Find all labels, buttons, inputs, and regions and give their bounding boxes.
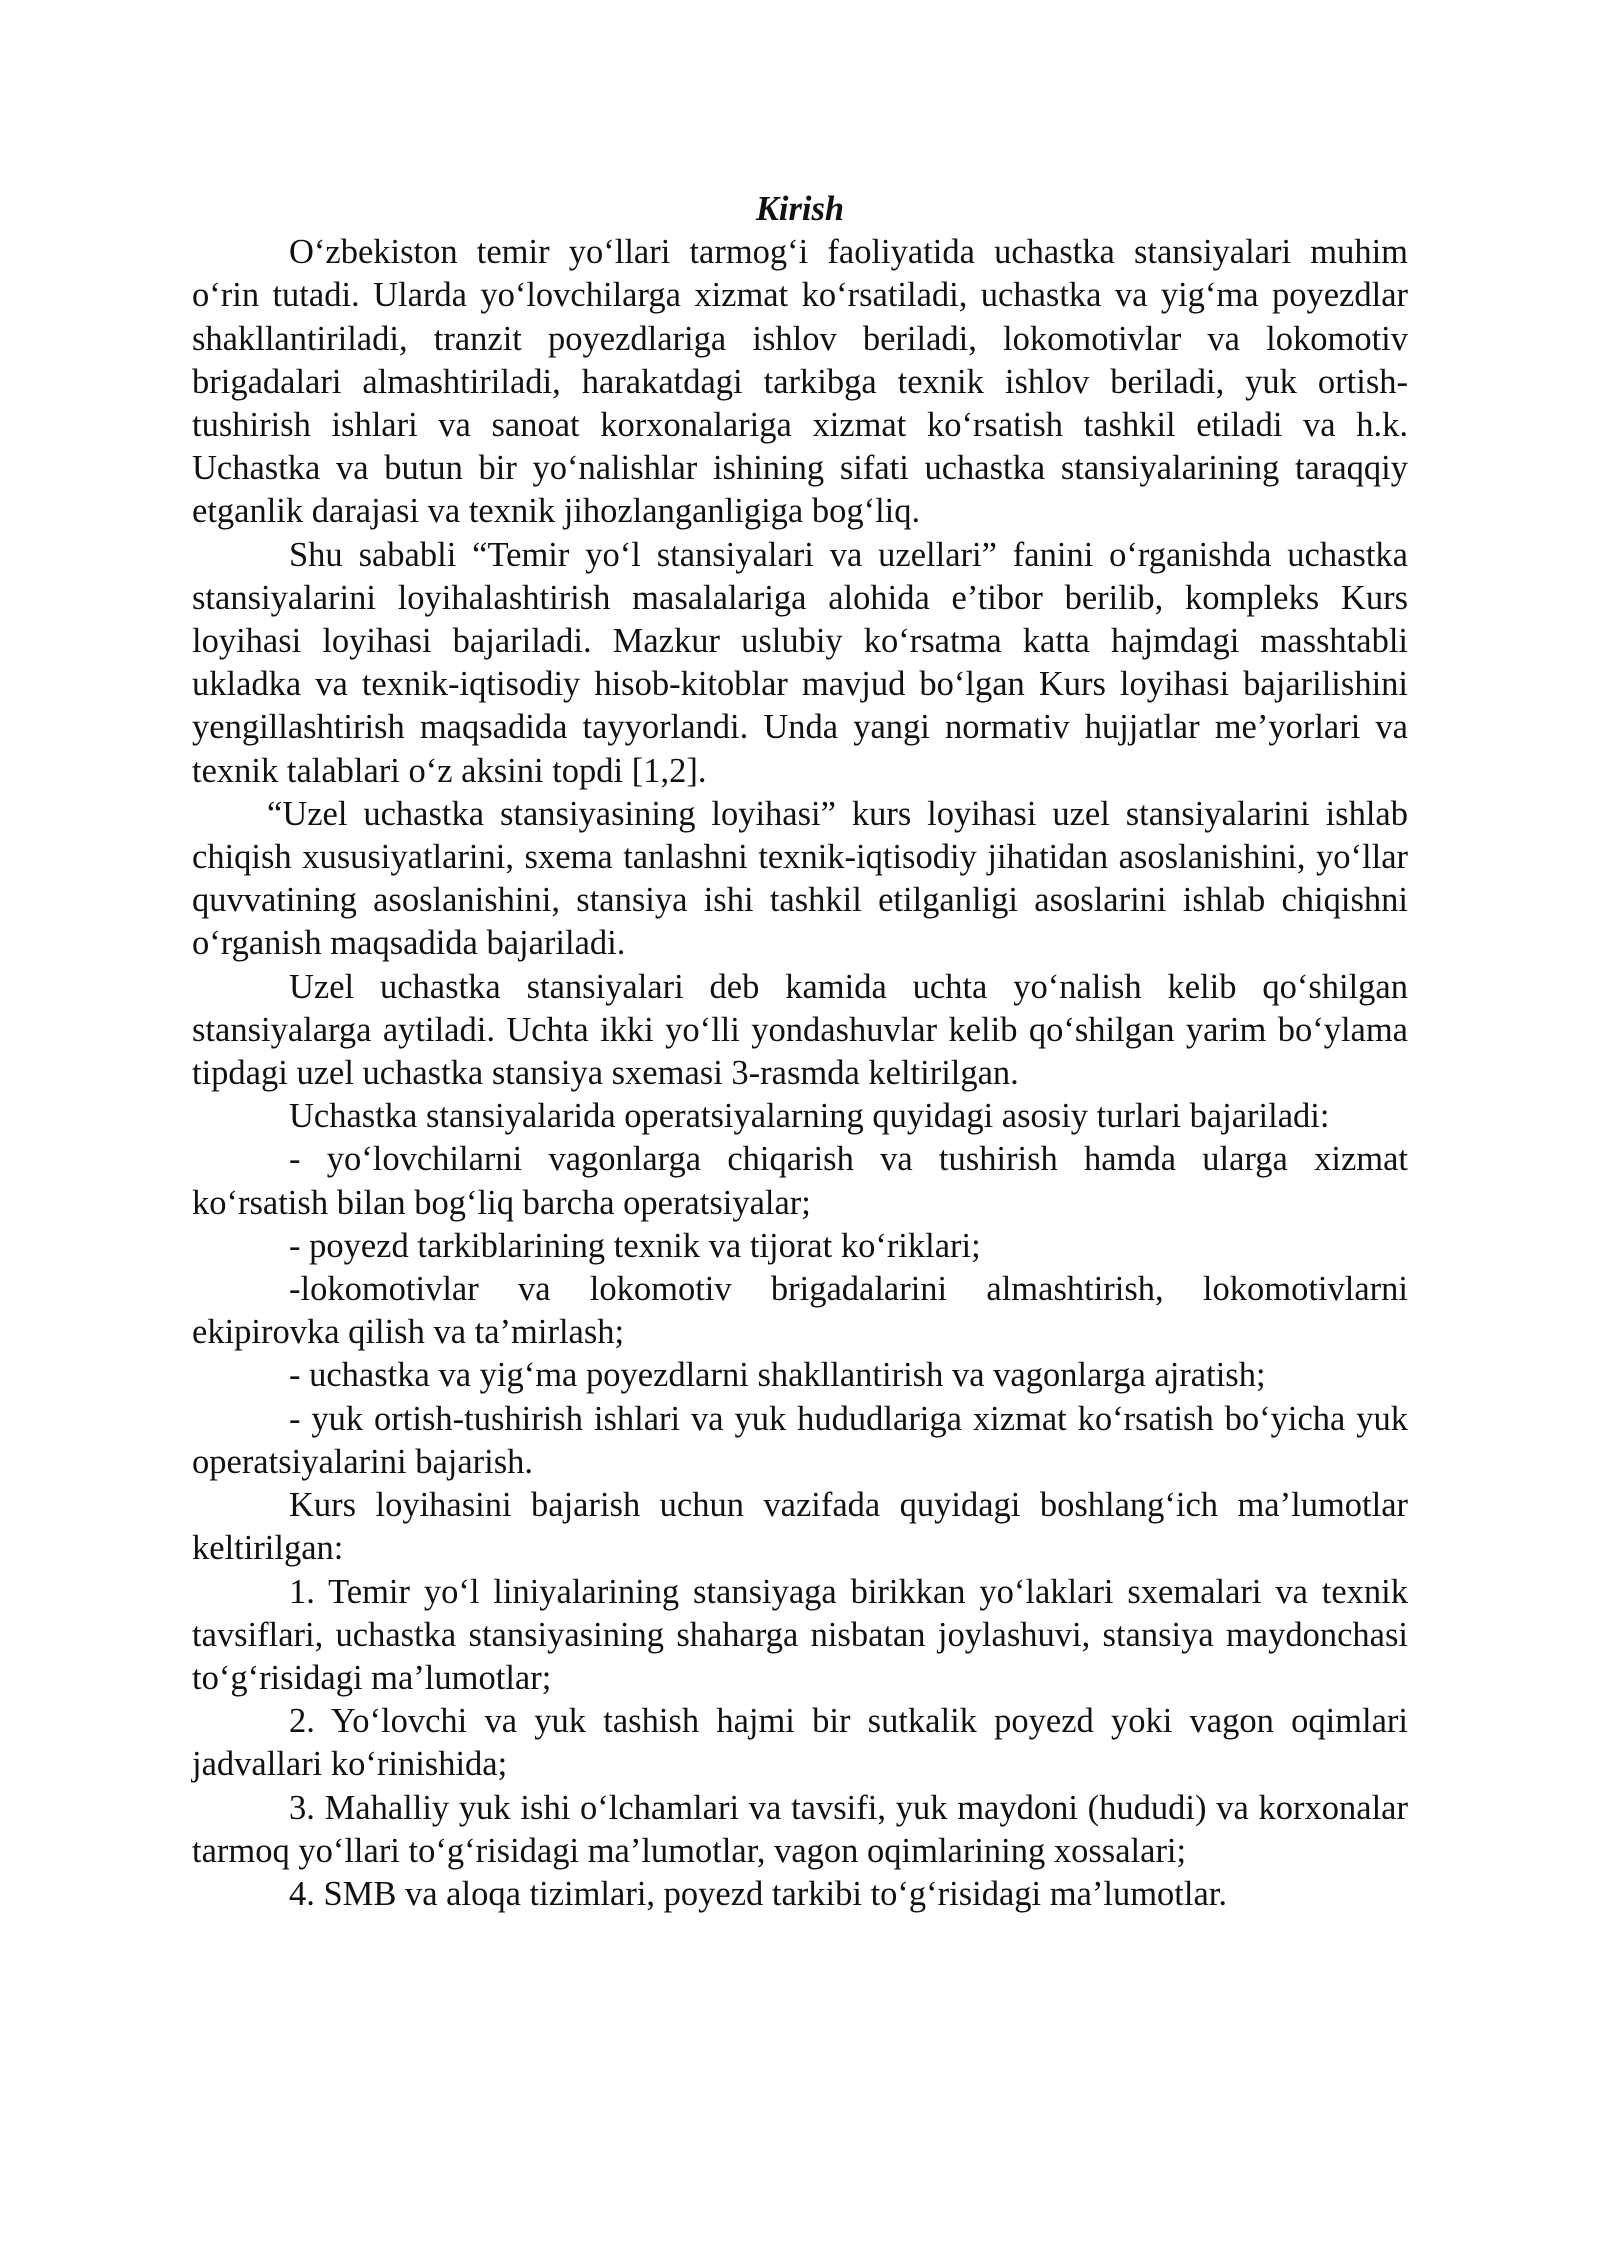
list-item-passengers: - yo‘lovchilarni vagonlarga chiqarish va tushirish hamda ularga xizmat ko‘rsatish bilan bog‘liq barcha operatsiyalar; [192, 1140, 1408, 1222]
paragraph-operations-intro: Uchastka stansiyalarida operatsiyalarning quyidagi asosiy turlari bajariladi: [289, 1097, 1330, 1136]
paragraph-intro: O‘zbekiston temir yo‘llari tarmog‘i faoliyatida uchastka stansiyalari muhim o‘rin tutadi. Ularda yo‘lovchilarga xizmat ko‘rsatiladi, uchastka va yig‘ma poyezdlar shakllantiriladi, tranzit poyezdlariga ishlov beriladi, lokomotivlar va lokomotiv brigadalari almashtiriladi, harakatdagi tarkibga texnik ishlov beriladi, yuk ortish-tushirish ishlari va sanoat korxonalariga xizmat ko‘rsatish tashkil etiladi va h.k. Uchastka va butun bir yo‘nalishlar ishining sifati uchastka stansiyalarining taraqqiy etganlik darajasi va texnik jihozlanganligiga bog‘liq. [192, 233, 1408, 531]
numbered-item-4: 4. SMB va aloqa tizimlari, poyezd tarkibi to‘g‘risidagi ma’lumotlar. [289, 1874, 1228, 1913]
paragraph-initial-data-intro: Kurs loyihasini bajarish uchun vazifada quyidagi boshlang‘ich ma’lumotlar keltirilgan: [192, 1486, 1408, 1568]
list-item-formation: - uchastka va yig‘ma poyezdlarni shakllantirish va vagonlarga ajratish; [289, 1356, 1266, 1395]
numbered-item-3: 3. Mahalliy yuk ishi o‘lchamlari va tavsifi, yuk maydoni (hududi) va korxonalar tarmoq yo‘llari to‘g‘risidagi ma’lumotlar, vagon oqimlarining xossalari; [192, 1788, 1408, 1870]
numbered-item-2: 2. Yo‘lovchi va yuk tashish hajmi bir sutkalik poyezd yoki vagon oqimlari jadvallari ko‘rinishida; [192, 1702, 1408, 1784]
numbered-item-1: 1. Temir yo‘l liniyalarining stansiyaga birikkan yo‘laklari sxemalari va texnik tavsiflari, uchastka stansiyasining shaharga nisbatan joylashuvi, stansiya maydonchasi to‘g‘risidagi ma’lumotlar; [192, 1572, 1408, 1697]
document-title: Kirish [755, 190, 845, 228]
paragraph-definition: Uzel uchastka stansiyalari deb kamida uchta yo‘nalish kelib qo‘shilgan stansiyalarga aytiladi. Uchta ikki yo‘lli yondashuvlar kelib qo‘shilgan yarim bo‘ylama tipdagi uzel uchastka stansiya sxemasi 3-rasmda keltirilgan. [192, 967, 1408, 1093]
list-item-cargo: - yuk ortish-tushirish ishlari va yuk hududlariga xizmat ko‘rsatish bo‘yicha yuk operatsiyalarini bajarish. [192, 1399, 1408, 1481]
list-item-inspection: - poyezd tarkiblarining texnik va tijorat ko‘riklari; [289, 1226, 981, 1265]
document-page [192, 188, 1408, 1916]
paragraph-reason: Shu sababli “Temir yo‘l stansiyalari va uzellari” fanini o‘rganishda uchastka stansiyalarini loyihalashtirish masalalariga alohida e’tibor berilib, kompleks Kurs loyihasi loyihasi bajariladi. Mazkur uslubiy ko‘rsatma katta hajmdagi masshtabli ukladka va texnik-iqtisodiy hisob-kitoblar mavjud bo‘lgan Kurs loyihasi bajarilishini yengillashtirish maqsadida tayyorlandi. Unda yangi normativ hujjatlar me’yorlari va texnik talablari o‘z aksini topdi [1,2]. [192, 535, 1408, 790]
paragraph-course-project: “Uzel uchastka stansiyasining loyihasi” kurs loyihasi uzel stansiyalarini ishlab chiqish xususiyatlarini, sxema tanlashni texnik-iqtisodiy jihatidan asoslanishini, yo‘llar quvvatining asoslanishini, stansiya ishi tashkil etilganligi asoslarini ishlab chiqishni o‘rganish maqsadida bajariladi. [192, 794, 1408, 963]
list-item-locomotives: -lokomotivlar va lokomotiv brigadalarini almashtirish, lokomotivlarni ekipirovka qilish va ta’mirlash; [192, 1270, 1408, 1352]
